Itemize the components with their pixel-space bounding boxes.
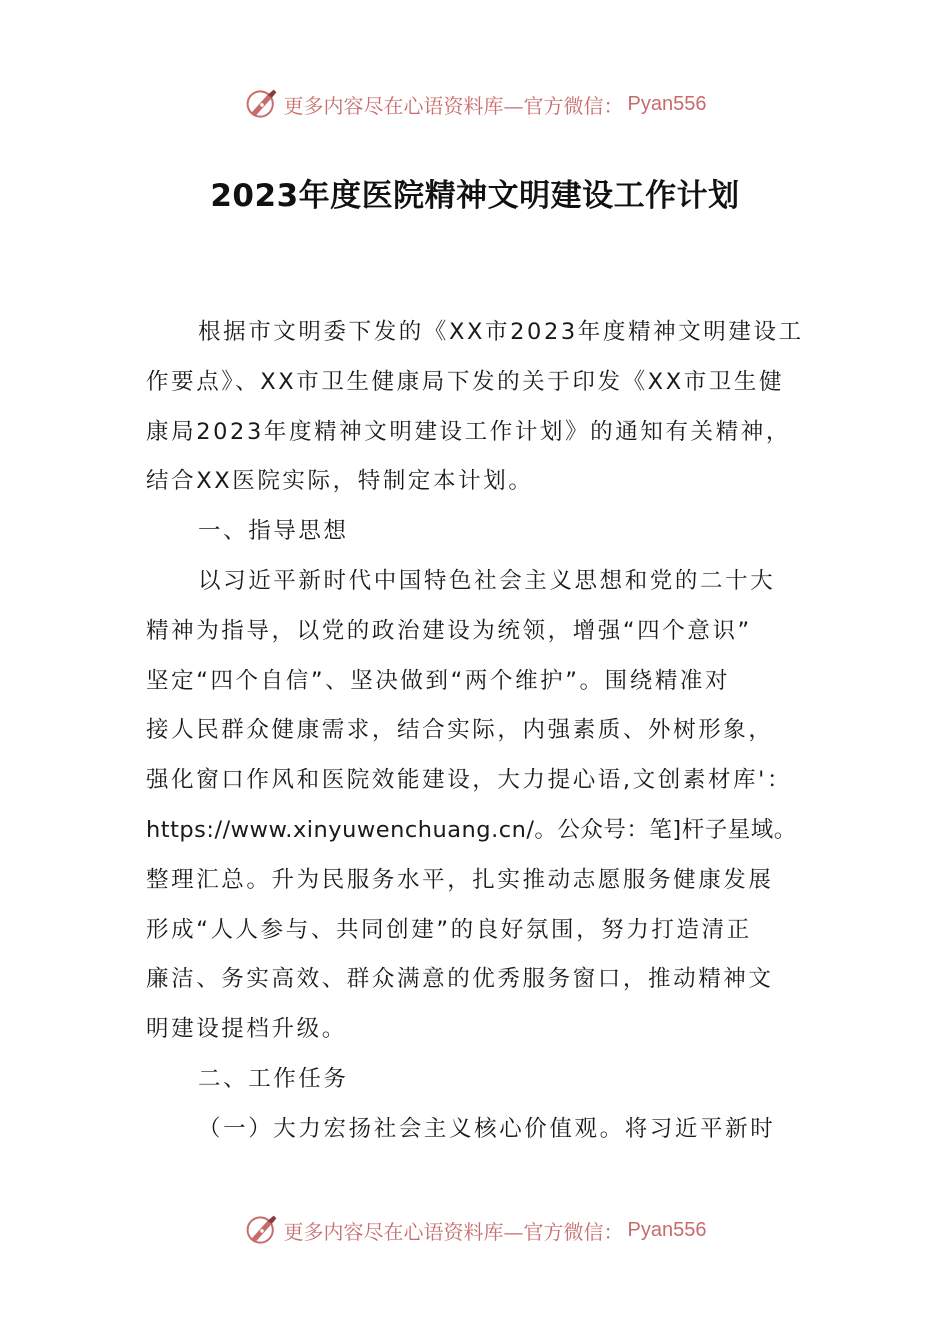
paragraph-line: 根据市文明委下发的《XX市2023年度精神文明建设工 xyxy=(198,319,804,345)
paragraph-line: 接人民群众健康需求，结合实际，内强素质、外树形象， xyxy=(146,717,774,744)
paragraph-line: 明建设提档升级。 xyxy=(146,1016,347,1043)
paragraph-line: 以习近平新时代中国特色社会主义思想和党的二十大 xyxy=(198,567,776,594)
banner-text: 更多内容尽在心语资料库—官方微信： xyxy=(283,1219,624,1244)
banner-handle: Pyan556 xyxy=(627,1218,707,1241)
paragraph-line: 廉洁、务实高效、群众满意的优秀服务窗口，推动精神文 xyxy=(146,966,774,993)
header-watermark-banner xyxy=(0,82,950,126)
paragraph-line: 强化窗口作风和医院效能建设，大力提心语,文创素材库'： xyxy=(146,767,793,794)
paragraph-line: 作要点》、XX市卫生健康局下发的关于印发《XX市卫生健 xyxy=(146,368,785,395)
document-title: 2023年度医院精神文明建设工作计划 xyxy=(210,178,740,214)
footer-watermark-banner xyxy=(0,1208,950,1252)
paragraph-line: 坚定“四个自信”、坚决做到“两个维护”。围绕精准对 xyxy=(146,667,731,694)
banner-text: 更多内容尽在心语资料库—官方微信： xyxy=(283,93,624,118)
section-heading: 一、指导思想 xyxy=(198,518,349,545)
paragraph-line: 康局2023年度精神文明建设工作计划》的通知有关精神， xyxy=(146,418,791,445)
paragraph-line: 整理汇总。升为民服务水平，扎实推动志愿服务健康发展 xyxy=(146,866,774,893)
document-body xyxy=(146,308,806,1155)
paragraph-line: （一）大力宏扬社会主义核心价值观。将习近平新时 xyxy=(198,1115,776,1142)
pen-nib-icon xyxy=(244,1212,280,1248)
section-heading: 二、工作任务 xyxy=(198,1065,349,1092)
pen-nib-icon xyxy=(244,86,280,122)
banner-handle: Pyan556 xyxy=(627,92,707,115)
paragraph-line: 形成“人人参与、共同创建”的良好氛围，努力打造清正 xyxy=(146,916,752,943)
paragraph-line: 结合XX医院实际，特制定本计划。 xyxy=(146,468,534,495)
paragraph-line: 精神为指导，以党的政治建设为统领，增强“四个意识” xyxy=(146,617,752,644)
paragraph-line-url: https://www.xinyuwenchuang.cn/。公众号：笔]杆子星域。 xyxy=(146,816,797,843)
